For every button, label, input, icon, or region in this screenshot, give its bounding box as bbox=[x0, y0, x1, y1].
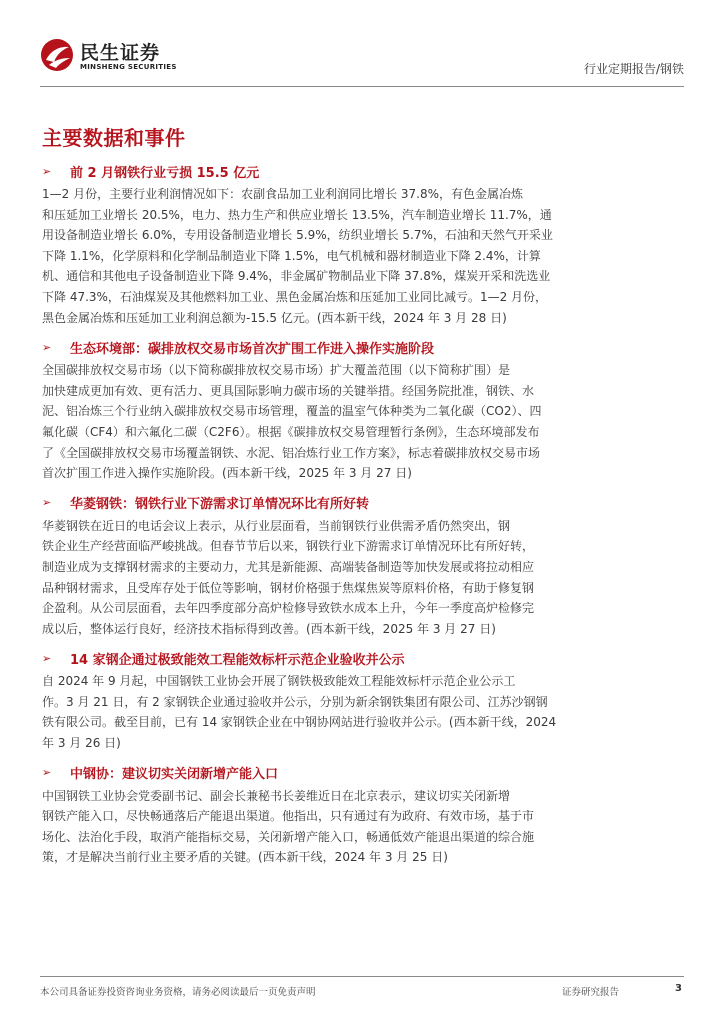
body-line: 钢铁产能入口，尽快畅通落后产能退出渠道。他指出，只有通过有为政府、有效市场，基于市 bbox=[42, 809, 535, 824]
news-item-title-text: 前 2 月钢铁行业亏损 15.5 亿元 bbox=[70, 165, 260, 181]
footer-report-type: 证券研究报告 bbox=[562, 987, 620, 998]
logo-chinese-name: 民生证券 bbox=[80, 42, 161, 64]
news-item-title-text: 14 家钢企通过极致能效工程能效标杆示范企业验收并公示 bbox=[70, 652, 405, 668]
news-item-title bbox=[42, 158, 686, 184]
news-item bbox=[42, 334, 686, 484]
news-item-title bbox=[42, 490, 686, 516]
body-line: 下降 47.3%，石油煤炭及其他燃料加工业、黑色金属冶炼和压延加工业同比减亏。1—2 月份， bbox=[42, 289, 548, 304]
news-item bbox=[42, 645, 686, 753]
body-line: 成以后，整体运行良好，经济技术指标得到改善。(西本新干线，2025 年 3 月 27 日) bbox=[42, 621, 496, 636]
body-line: 企盈利。从公司层面看，去年四季度部分高炉检修导致铁水成本上升，今年一季度高炉检修完 bbox=[42, 601, 535, 616]
news-item-body bbox=[42, 786, 686, 868]
logo-english-name: MINSHENG SECURITIES bbox=[80, 63, 177, 71]
body-line: 年 3 月 26 日) bbox=[42, 736, 121, 751]
body-line: 黑色金属冶炼和压延加工业利润总额为-15.5 亿元。(西本新干线，2024 年 3 月 28 日) bbox=[42, 310, 507, 325]
minsheng-logo bbox=[40, 36, 180, 80]
news-item-body bbox=[42, 184, 686, 328]
body-line: 策，才是解决当前行业主要矛盾的关键。(西本新干线，2024 年 3 月 25 日) bbox=[42, 850, 448, 865]
page-header bbox=[40, 36, 684, 87]
body-line: 作。3 月 21 日，有 2 家钢铁企业通过验收并公示，分别为新余钢铁集团有限公司、江苏沙钢钢 bbox=[42, 694, 548, 709]
arrow-bullet-icon: ➢ bbox=[42, 496, 52, 510]
body-line: 机、通信和其他电子设备制造业下降 9.4%，非金属矿物制品业下降 37.8%，煤炭开采和洗选业 bbox=[42, 269, 551, 284]
news-item-title bbox=[42, 760, 686, 786]
footer-disclaimer: 本公司具备证券投资咨询业务资格，请务必阅读最后一页免责声明 bbox=[40, 987, 316, 998]
body-line: 首次扩围工作进入操作实施阶段。(西本新干线，2025 年 3 月 27 日) bbox=[42, 466, 412, 481]
news-item-title-text: 华菱钢铁：钢铁行业下游需求订单情况环比有所好转 bbox=[70, 497, 370, 513]
arrow-bullet-icon: ➢ bbox=[42, 164, 52, 178]
news-item-body bbox=[42, 671, 686, 753]
arrow-bullet-icon: ➢ bbox=[42, 651, 52, 665]
body-line: 全国碳排放权交易市场（以下简称碳排放权交易市场）扩大覆盖范围（以下简称扩围）是 bbox=[42, 363, 511, 378]
body-line: 泥、铝冶炼三个行业纳入碳排放权交易市场管理，覆盖的温室气体种类为二氧化碳（CO2）、四 bbox=[42, 404, 542, 419]
news-item bbox=[42, 490, 686, 640]
page-title: 主要数据和事件 bbox=[42, 126, 186, 150]
news-item-title-text: 生态环境部：碳排放权交易市场首次扩围工作进入操作实施阶段 bbox=[70, 341, 435, 357]
body-line: 场化、法治化手段，取消产能指标交易，关闭新增产能入口，畅通低效产能退出渠道的综合施 bbox=[42, 829, 535, 844]
body-line: 1—2 月份，主要行业利润情况如下：农副食品加工业利润同比增长 37.8%，有色金属冶炼 bbox=[42, 187, 524, 201]
body-line: 下降 1.1%，化学原料和化学制品制造业下降 1.5%，电气机械和器材制造业下降 2.4%，计算 bbox=[42, 248, 541, 263]
body-line: 华菱钢铁在近日的电话会议上表示，从行业层面看，当前钢铁行业供需矛盾仍然突出，钢 bbox=[42, 518, 511, 533]
body-line: 铁有限公司。截至目前，已有 14 家钢铁企业在中钢协网站进行验收并公示。(西本新干线，2024 bbox=[42, 715, 557, 730]
page-footer bbox=[40, 976, 684, 1001]
page-number: 3 bbox=[675, 983, 682, 994]
arrow-bullet-icon: ➢ bbox=[42, 340, 52, 354]
news-item bbox=[42, 760, 686, 868]
arrow-bullet-icon: ➢ bbox=[42, 766, 52, 780]
report-type-label: 行业定期报告/钢铁 bbox=[583, 62, 684, 76]
body-line: 铁企业生产经营面临严峻挑战。但春节节后以来，钢铁行业下游需求订单情况环比有所好转， bbox=[42, 539, 535, 554]
news-item-title-text: 中钢协：建议切实关闭新增产能入口 bbox=[70, 767, 279, 783]
body-line: 中国钢铁工业协会党委副书记、副会长兼秘书长姜维近日在北京表示，建议切实关闭新增 bbox=[42, 788, 511, 803]
body-line: 和压延加工业增长 20.5%，电力、热力生产和供应业增长 13.5%，汽车制造业增长 11.7%，通 bbox=[42, 207, 552, 222]
main-content bbox=[42, 158, 686, 874]
body-line: 了《全国碳排放权交易市场覆盖钢铁、水泥、铝冶炼行业工作方案》，标志着碳排放权交易市场 bbox=[42, 445, 541, 460]
news-item-body bbox=[42, 360, 686, 484]
body-line: 用设备制造业增长 6.0%，专用设备制造业增长 5.9%，纺织业增长 5.7%，石油和天然气开采业 bbox=[42, 228, 553, 243]
body-line: 品种钢材需求，且受库存处于低位等影响，钢材价格强于焦煤焦炭等原料价格，有助于修复钢 bbox=[42, 580, 535, 595]
body-line: 自 2024 年 9 月起，中国钢铁工业协会开展了钢铁极致能效工程能效标杆示范企业公示工 bbox=[42, 674, 516, 689]
minsheng-logo-mark bbox=[40, 38, 74, 72]
body-line: 制造业成为支撑钢材需求的主要动力，尤其是新能源、高端装备制造等加快发展或将拉动相应 bbox=[42, 559, 535, 574]
news-item-body bbox=[42, 516, 686, 640]
news-item-title bbox=[42, 645, 686, 671]
body-line: 加快建成更加有效、更有活力、更具国际影响力碳市场的关键举措。经国务院批准，钢铁、水 bbox=[42, 383, 535, 398]
news-item-title bbox=[42, 334, 686, 360]
news-item bbox=[42, 158, 686, 328]
body-line: 氟化碳（CF4）和六氟化二碳（C2F6）。根据《碳排放权交易管理暂行条例》，生态环境部发布 bbox=[42, 424, 540, 439]
